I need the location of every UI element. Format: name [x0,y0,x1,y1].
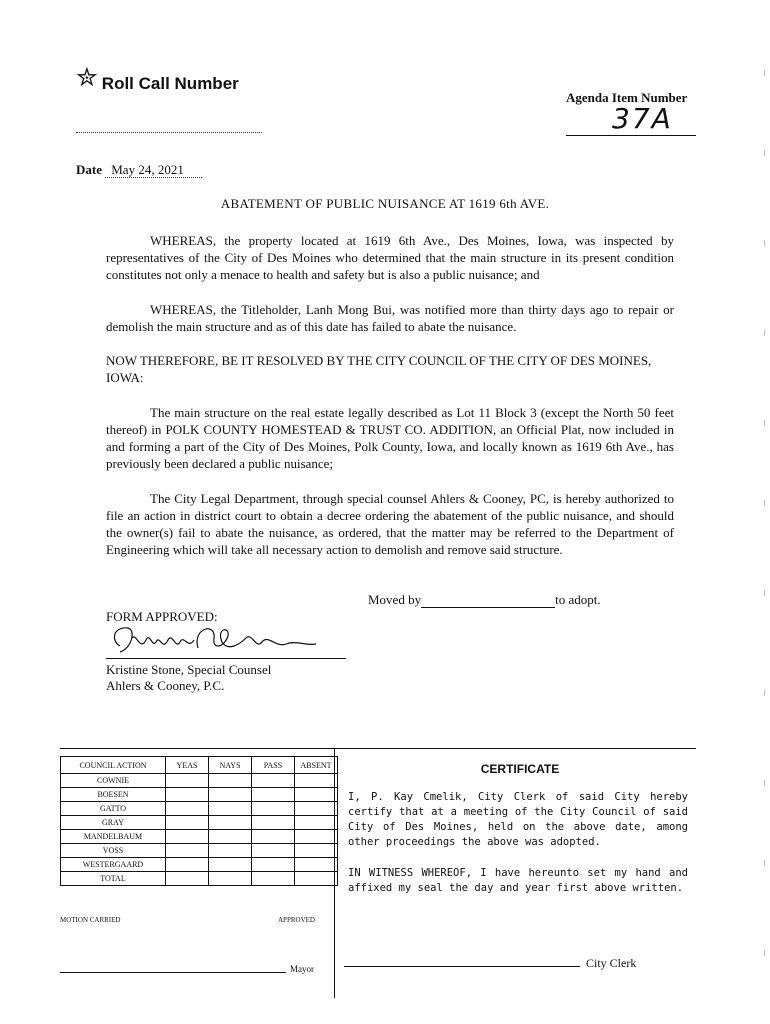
vote-cell [295,788,338,802]
whereas-paragraph-1: WHEREAS, the property located at 1619 6th Ave., Des Moines, Iowa, was inspected by representatives of the City of Des Moines who determined that the main structure in its present condition constitutes not only a menace to health and safety but is also a public nuisance; and [106,233,674,282]
vote-cell [295,816,338,830]
vote-cell [252,816,295,830]
agenda-item-number: 37A [612,102,673,135]
table-row [61,774,338,788]
table-row [61,816,338,830]
vote-cell [166,844,209,858]
vote-cell [252,858,295,872]
agenda-item-underline [566,135,696,136]
scan-edge-mark [764,690,765,696]
vote-cell [252,830,295,844]
scan-edge-mark [764,70,765,76]
vote-cell [252,788,295,802]
vote-cell [166,830,209,844]
certificate-paragraph-1: I, P. Kay Cmelik, City Clerk of said City hereby certify that at a meeting of the City Council of said City of Des Moines, held on the above date, among other proceedings the above was adopted. [348,791,688,848]
member-name: WESTERGAARD [61,858,166,872]
mayor-signature-line [60,972,286,973]
table-row [61,858,338,872]
member-name: GRAY [61,816,166,830]
whereas-paragraph-2: WHEREAS, the Titleholder, Lanh Mong Bui, was notified more than thirty days ago to repair or demolish the main structure and as of this date has failed to abate the nuisance. [106,302,674,334]
vote-cell [209,872,252,886]
table-row [61,844,338,858]
vote-cell [209,802,252,816]
vote-cell [252,774,295,788]
scan-edge-mark [764,500,765,506]
form-approved-label: FORM APPROVED: [106,609,218,624]
scan-edge-mark [764,590,765,596]
roll-call-heading [76,62,239,94]
vote-cell [209,844,252,858]
certificate-title: CERTIFICATE [480,762,560,776]
approved-label: APPROVED [278,916,315,924]
mayor-label: Mayor [290,964,314,974]
header-council-action: COUNCIL ACTION [61,757,166,774]
vote-cell [295,774,338,788]
handwritten-signature [106,618,326,662]
member-name: MANDELBAUM [61,830,166,844]
star-icon: ✮ [76,62,98,92]
total-label: TOTAL [61,872,166,886]
date-value: May 24, 2021 [105,162,202,178]
table-header-row [61,757,338,774]
member-name: BOESEN [61,788,166,802]
vote-cell [252,802,295,816]
table-row [61,830,338,844]
resolved-paragraph: NOW THEREFORE, BE IT RESOLVED BY THE CITY COUNCIL OF THE CITY OF DES MOINES, IOWA: [106,353,652,385]
header-absent: ABSENT [295,757,338,774]
city-clerk-label: City Clerk [586,956,637,970]
header-yeas: YEAS [166,757,209,774]
council-action-table [60,756,338,886]
vote-cell [295,872,338,886]
counsel-name: Kristine Stone, Special Counsel [106,662,272,677]
legal-description-paragraph: The main structure on the real estate legally described as Lot 11 Block 3 (except the North 50 feet thereof) in POLK COUNTY HOMESTEAD & TRUST CO. ADDITION, an Official Plat, now included in and forming a part of the City of Des Moines, Polk County, Iowa, and locally known as 1619 6th Ave., has previously been declared a public nuisance; [106,405,674,471]
clerk-signature-line [344,966,580,967]
date-label: Date [76,162,102,177]
vote-cell [295,830,338,844]
signature-line [106,658,346,659]
scan-edge-mark [764,780,765,786]
vote-cell [166,802,209,816]
vote-cell [209,788,252,802]
scan-edge-mark [764,240,765,246]
vote-cell [209,816,252,830]
counsel-block [106,662,271,694]
roll-call-label: Roll Call Number [101,74,239,93]
table-row [61,872,338,886]
vote-cell [166,816,209,830]
roll-call-number-blank [76,132,262,133]
vote-cell [166,788,209,802]
scan-edge-mark [764,150,765,156]
certificate-paragraph-2: IN WITNESS WHEREOF, I have hereunto set my hand and affixed my seal the day and year first above written. [348,867,688,894]
scan-edge-mark [764,330,765,336]
vote-cell [252,872,295,886]
moved-by-blank [421,595,555,608]
table-row [61,802,338,816]
member-name: GATTO [61,802,166,816]
header-pass: PASS [252,757,295,774]
scan-edge-mark [764,950,765,956]
moved-by-prefix: Moved by [368,592,422,607]
header-nays: NAYS [209,757,252,774]
vote-cell [295,858,338,872]
counsel-firm: Ahlers & Cooney, P.C. [106,678,225,693]
member-name: VOSS [61,844,166,858]
vote-cell [295,844,338,858]
vote-cell [166,774,209,788]
agenda-item-label: Agenda Item Number [566,90,688,105]
scan-edge-mark [764,420,765,426]
vote-cell [252,844,295,858]
motion-carried-label: MOTION CARRIED [60,916,121,924]
vote-cell [209,830,252,844]
moved-by-line [368,592,601,608]
member-name: COWNIE [61,774,166,788]
vote-cell [166,872,209,886]
table-row [61,788,338,802]
authorization-paragraph: The City Legal Department, through special counsel Ahlers & Cooney, PC, is hereby authorized to file an action in district court to obtain a decree ordering the abatement of the public nuisance, and should the owner(s) fail to abate the nuisance, as ordered, that the matter may be referred to the Department of Engineering which will take all necessary action to demolish and remove said structure. [106,491,674,557]
scan-edge-mark [764,860,765,866]
moved-by-suffix: to adopt. [555,592,601,607]
footer-divider [60,748,696,749]
resolution-title: ABATEMENT OF PUBLIC NUISANCE AT 1619 6th AVE. [220,196,550,211]
vote-cell [209,858,252,872]
vote-cell [209,774,252,788]
vote-cell [295,802,338,816]
date-line [76,162,202,178]
vote-cell [166,858,209,872]
